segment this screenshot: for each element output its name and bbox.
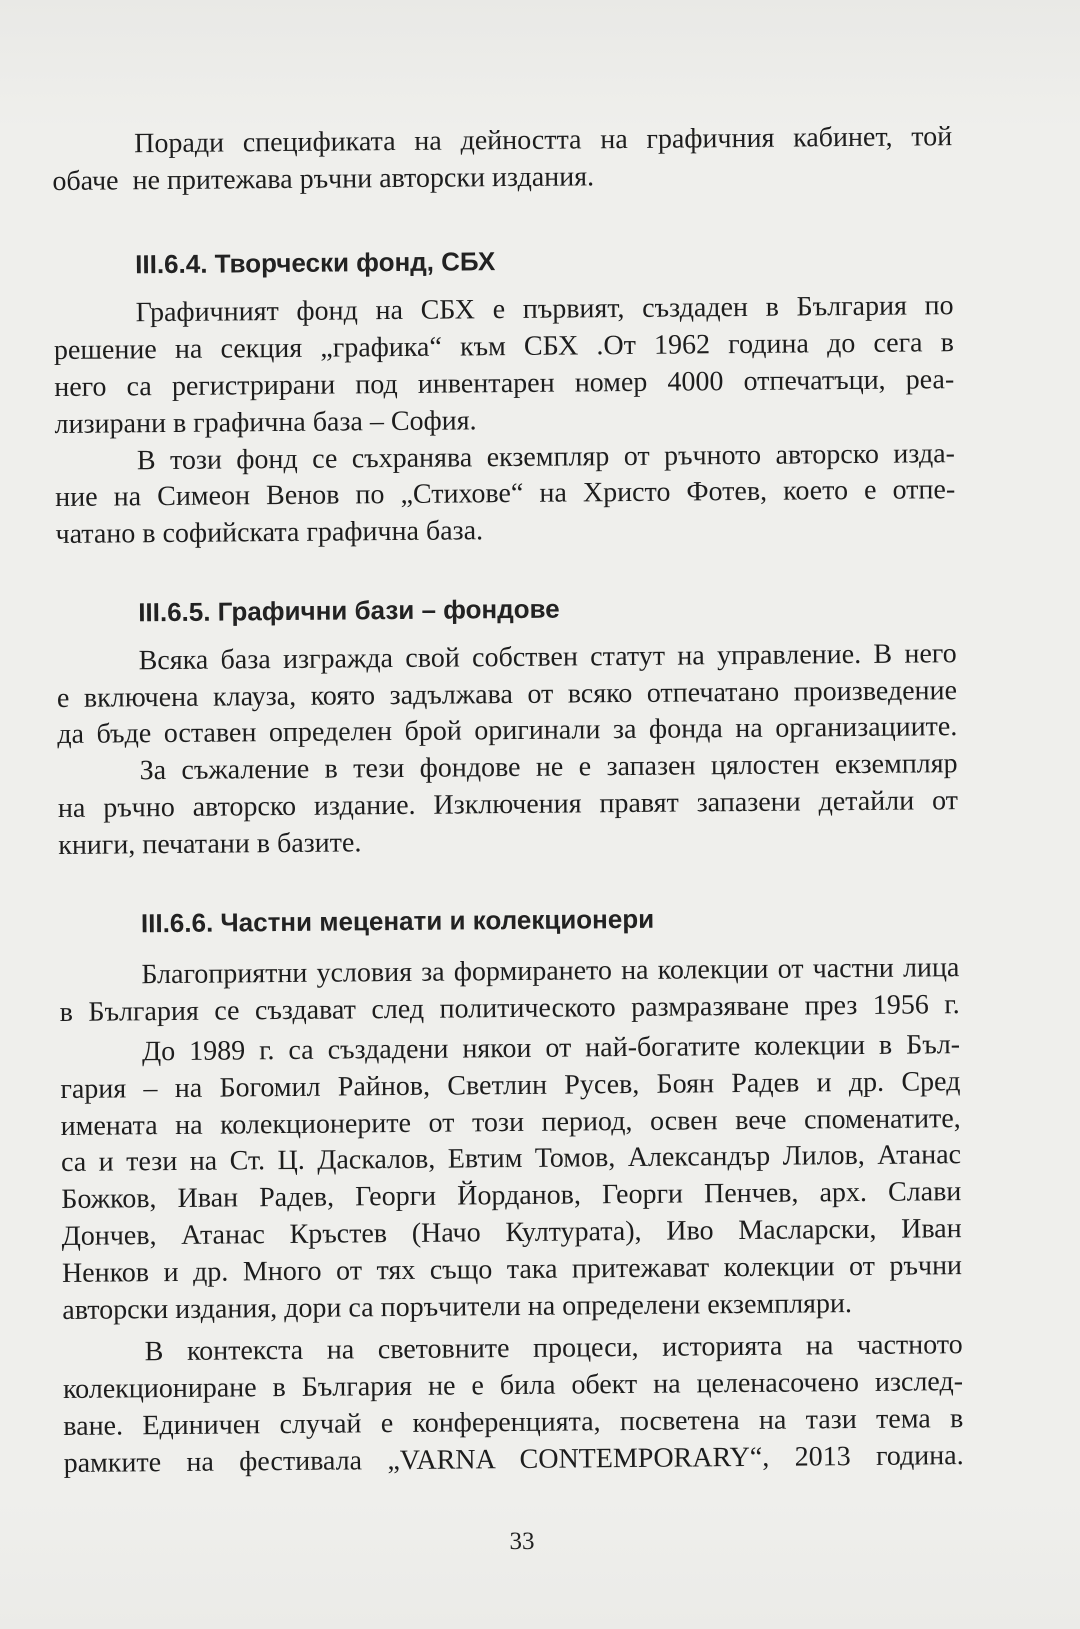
section-heading: III.6.6. Частни меценати и колекционери <box>140 903 655 938</box>
text-line: гария – на Богомил Райнов, Светлин Русев, Боян Радев и др. Сред <box>60 1065 961 1105</box>
text-line: За съжаление в тези фондове не е запазен цялостен екземпляр <box>139 748 958 787</box>
text-line: чатано в софийската графична база. <box>55 515 484 551</box>
text-line: колекциониране в България не е била обект на целенасочено изслед- <box>62 1366 964 1406</box>
text-line: В контекста на световните процеси, историята на частното <box>144 1329 963 1368</box>
paragraph <box>57 746 958 864</box>
text-line: ване. Единичен случай е конференцията, посветена на тази тема в <box>63 1403 964 1442</box>
text-line: решение на секция „графика“ към СБХ .От 1962 година до сега в <box>53 327 955 367</box>
text-line: До 1989 г. са създадени някои от най-богатите колекции в Бъл- <box>141 1029 961 1068</box>
text-line: са и тези на Ст. Ц. Даскалов, Евтим Томов, Александър Лилов, Атанас <box>60 1139 962 1179</box>
paragraph <box>60 1027 963 1329</box>
text-line: лизирани в графична база – София. <box>54 405 477 440</box>
text-line: е включена клауза, която задължава от всяко отпечатано произведение <box>56 674 958 714</box>
text-line: Всяка база изгражда свой собствен статут на управление. В него <box>138 637 957 677</box>
text-line: в България се създават след политическото размразяване през 1956 г. <box>59 989 960 1029</box>
text-line: книги, печатани в базите. <box>58 827 362 861</box>
text-line: Божков, Иван Радев, Георги Йорданов, Георги Пенчев, арх. Слави <box>61 1176 962 1216</box>
paragraph <box>55 436 956 554</box>
paragraph <box>52 119 953 200</box>
paragraph <box>53 289 954 444</box>
text-line: имената на колекционерите от този период, освен вече споменатите, <box>60 1102 961 1142</box>
text-line: обаче не притежава ръчни авторски издания. <box>52 161 595 197</box>
page-number: 33 <box>509 1528 535 1555</box>
text-line: на ръчно авторско издание. Изключения правят запазени детайли от <box>57 785 959 824</box>
text-line: ние на Симеон Венов по „Стихове“ на Христо Фотев, което е отпе- <box>55 474 956 514</box>
text-line: Поради спецификата на дейността на графичния кабинет, той <box>134 121 953 160</box>
section-heading: III.6.4. Творчески фонд, СБХ <box>135 245 496 279</box>
section-heading: III.6.5. Графични бази – фондове <box>138 593 560 628</box>
text-line: Ненков и др. Много от тях също така притежават колекции от ръчни <box>61 1249 963 1289</box>
text-line: рамките на фестивала „VARNA CONTEMPORARY“, 2013 година. <box>63 1439 964 1479</box>
text-line: Дончев, Атанас Кръстев (Начо Културата), Иво Масларски, Иван <box>61 1213 962 1252</box>
text-line: Графичният фонд на СБХ е първият, създаден в България по <box>135 290 954 329</box>
paragraph <box>63 1327 964 1482</box>
text-line: него са регистрирани под инвентарен номер 4000 отпечатъци, реа- <box>54 364 955 403</box>
text-line: Благоприятни условия за формирането на колекции от частни лица <box>141 952 960 991</box>
page-text-block <box>52 119 964 1482</box>
text-line: да бъде оставен определен брой оригинали за фонда на организациите. <box>57 711 958 751</box>
text-line: В този фонд се съхранява екземпляр от ръчното авторско изда- <box>136 437 956 476</box>
paragraph <box>59 950 960 1031</box>
text-line: авторски издания, дори са поръчители на определени екземпляри. <box>62 1287 853 1326</box>
paragraph <box>57 636 958 754</box>
